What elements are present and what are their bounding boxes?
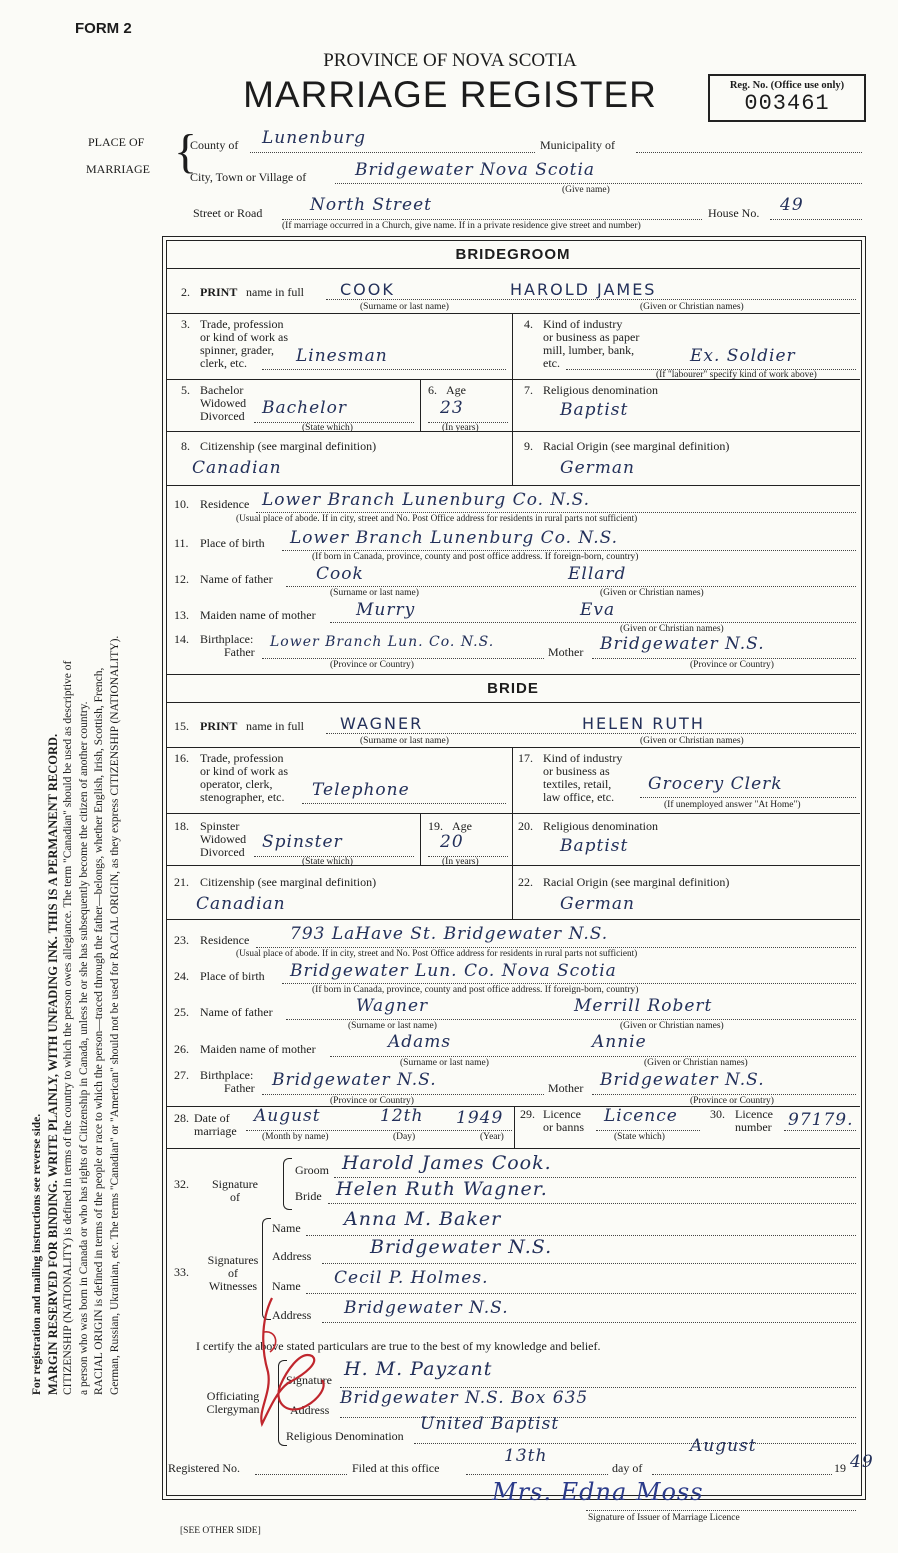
field-11-line <box>282 550 856 551</box>
prov-hint: (Province or Country) <box>330 1096 414 1106</box>
field-30-num: 30. <box>710 1107 725 1121</box>
groom-status[interactable]: Bachelor <box>262 398 347 418</box>
label-line: operator, clerk, <box>200 777 273 791</box>
divider <box>512 431 513 485</box>
w2-address-line <box>322 1322 856 1323</box>
field-23-line <box>256 947 856 948</box>
bride-age[interactable]: 20 <box>440 832 464 852</box>
bride-father-surname[interactable]: Wagner <box>356 996 429 1016</box>
field-19-num: 19. <box>428 819 443 833</box>
given-hint: (Given or Christian names) <box>644 1058 748 1068</box>
groom-mother-surname[interactable]: Murry <box>356 600 416 620</box>
issuer-label: Signature of Issuer of Marriage Licence <box>588 1513 740 1523</box>
field-23-hint: (Usual place of abode. If in city, street and No. Post Office address for residents in rural parts not sufficient) <box>236 949 638 959</box>
divider <box>166 702 860 703</box>
label-line: Divorced <box>200 845 245 859</box>
field-14-mother: Mother <box>548 645 584 659</box>
label-line: spinner, grader, <box>200 343 275 357</box>
field-21-label: Citizenship (see marginal definition) <box>200 875 377 889</box>
state-which-hint: (State which) <box>302 423 353 433</box>
field-27-label: Birthplace: <box>200 1068 254 1082</box>
label-line: Date of <box>194 1111 230 1125</box>
label-line: Signature <box>212 1177 258 1191</box>
field-17-hint: (If unemployed answer "At Home") <box>664 800 801 810</box>
label-line: Spinster <box>200 819 240 833</box>
city-label: City, Town or Village of <box>190 170 307 184</box>
label-line: Licence <box>543 1107 581 1121</box>
field-22-label: Racial Origin (see marginal definition) <box>543 875 730 889</box>
field-10-line <box>256 512 856 513</box>
field-12-num: 12. <box>174 572 189 586</box>
groom-father-surname[interactable]: Cook <box>316 564 364 584</box>
house-label: House No. <box>708 206 760 220</box>
prov-hint: (Province or Country) <box>330 660 414 670</box>
clergy-denomination[interactable]: United Baptist <box>420 1414 560 1434</box>
field-30-label <box>735 1108 773 1134</box>
county-value[interactable]: Lunenburg <box>262 128 367 148</box>
field-17-line <box>640 797 856 798</box>
bride-residence[interactable]: 793 LaHave St. Bridgewater N.S. <box>290 924 609 944</box>
page-title: MARRIAGE REGISTER <box>243 74 657 115</box>
prov-hint: (Province or Country) <box>690 660 774 670</box>
divider <box>166 919 860 920</box>
day-hint: (Day) <box>393 1132 416 1142</box>
bride-status[interactable]: Spinster <box>262 832 343 852</box>
prov-hint: (Province or Country) <box>690 1096 774 1106</box>
field-3-num: 3. <box>181 317 190 331</box>
field-25-num: 25. <box>174 1005 189 1019</box>
field-25-line <box>286 1019 856 1020</box>
in-years-hint: (In years) <box>442 423 479 433</box>
field-6-label: Age <box>446 383 466 397</box>
field-15-num: 15. <box>174 719 189 733</box>
bride-industry[interactable]: Grocery Clerk <box>648 774 783 794</box>
field-33-num: 33. <box>174 1265 189 1279</box>
field-8-num: 8. <box>181 439 190 453</box>
field-33-label <box>196 1254 270 1293</box>
divider <box>512 379 513 431</box>
field-9-label: Racial Origin (see marginal definition) <box>543 439 730 453</box>
street-label: Street or Road <box>193 206 263 220</box>
margin-line: For registration and mailing instructions see reverse side. <box>31 1113 43 1395</box>
field-27-num: 27. <box>174 1068 189 1082</box>
field-14-num: 14. <box>174 632 189 646</box>
field-32-label <box>200 1178 270 1204</box>
surname-hint: (Surname or last name) <box>348 1021 437 1031</box>
w2-name-label: Name <box>272 1279 301 1293</box>
field-28-label <box>194 1112 237 1138</box>
groom-residence[interactable]: Lower Branch Lunenburg Co. N.S. <box>262 490 591 510</box>
field-13-num: 13. <box>174 608 189 622</box>
divider <box>514 1106 515 1148</box>
groom-mother-given[interactable]: Eva <box>580 600 616 620</box>
licence-type[interactable]: Licence <box>604 1106 678 1126</box>
label-line: Widowed <box>200 832 247 846</box>
divider <box>166 865 860 866</box>
bride-mother-birthplace[interactable]: Bridgewater N.S. <box>600 1070 765 1090</box>
label-line: or business as paper <box>543 330 640 344</box>
divider <box>166 674 860 675</box>
field-20-num: 20. <box>518 819 533 833</box>
field-7-label: Religious denomination <box>543 383 658 397</box>
marriage-year[interactable]: 1949 <box>456 1108 504 1128</box>
given-hint: (Given or Christian names) <box>640 736 744 746</box>
year-prefix: 19 <box>834 1461 846 1475</box>
field-28-line <box>246 1130 512 1131</box>
groom-sig-label: Groom <box>295 1163 329 1177</box>
field-13-line <box>330 622 856 623</box>
field-27-father-line <box>262 1094 544 1095</box>
divider <box>166 268 860 269</box>
year-hint: (Year) <box>480 1132 504 1142</box>
label-line: number <box>735 1120 772 1134</box>
divider <box>512 313 513 379</box>
field-10-num: 10. <box>174 497 189 511</box>
label-line: Trade, profession <box>200 317 284 331</box>
field-29-label <box>543 1108 584 1134</box>
signature-bracket <box>283 1158 292 1210</box>
field-28-num: 28. <box>174 1111 189 1125</box>
field-15-print: PRINT <box>200 719 238 733</box>
label-line: law office, etc. <box>543 790 615 804</box>
field-12-line <box>286 586 856 587</box>
field-26-num: 26. <box>174 1042 189 1056</box>
field-13-label: Maiden name of mother <box>200 608 316 622</box>
divider <box>166 431 860 432</box>
margin-line: CITIZENSHIP (NATIONALITY) is defined in terms of the country to which the person owes allegiance. The term "Canadian" should be used as descriptive of <box>62 660 74 1395</box>
issuer-line <box>586 1510 856 1511</box>
issuer-signature[interactable]: Mrs. Edna Moss <box>492 1478 704 1506</box>
month-hint: (Month by name) <box>262 1132 329 1142</box>
bride-sig-label: Bride <box>295 1189 322 1203</box>
margin-line: German, Russian, Ukrainian, etc. The terms "Canadian" or "American" should not be used for RACIAL ORIGIN, as they express CITIZENSHIP (NATIONALITY). <box>108 635 121 1395</box>
bride-citizenship[interactable]: Canadian <box>196 894 286 914</box>
witness-2-name[interactable]: Cecil P. Holmes. <box>334 1268 489 1288</box>
field-26-line <box>330 1056 856 1057</box>
label-line: of <box>230 1190 240 1204</box>
w1-address-line <box>322 1263 856 1264</box>
in-years-hint: (In years) <box>442 857 479 867</box>
w1-address-label: Address <box>272 1249 312 1263</box>
field-23-label: Residence <box>200 933 250 947</box>
street-line <box>282 219 702 220</box>
divider <box>166 813 860 814</box>
marriage-day[interactable]: 12th <box>380 1106 424 1126</box>
label-line: textiles, retail, <box>543 777 612 791</box>
margin-line: a person who was born in Canada or who has rights of Citizenship in Canada, unless he or she has subsequently become the citizen of another country. <box>77 701 90 1395</box>
field-24-hint: (If born in Canada, province, county and post office address. If foreign-born, country) <box>312 985 639 995</box>
field-2-line <box>326 299 856 300</box>
witness-1-address[interactable]: Bridgewater N.S. <box>370 1236 553 1258</box>
day-of-label: day of <box>612 1461 643 1475</box>
marriage-month[interactable]: August <box>254 1106 321 1126</box>
registered-line <box>255 1474 347 1475</box>
surname-hint: (Surname or last name) <box>360 736 449 746</box>
given-hint: (Given or Christian names) <box>620 624 724 634</box>
field-5-label <box>200 384 246 423</box>
w2-name-line <box>306 1293 856 1294</box>
reg-number: 003461 <box>744 91 830 116</box>
clergy-address-label: Address <box>290 1403 330 1417</box>
field-11-hint: (If born in Canada, province, county and post office address. If foreign-born, country) <box>312 552 639 562</box>
field-16-label <box>200 752 288 804</box>
field-27-mother: Mother <box>548 1081 584 1095</box>
bride-heading: BRIDE <box>487 680 539 697</box>
bride-father-given[interactable]: Merrill Robert <box>574 996 713 1016</box>
field-20-label: Religious denomination <box>543 819 658 833</box>
field-18-label <box>200 820 246 859</box>
field-30-line <box>784 1130 856 1131</box>
groom-birthplace[interactable]: Lower Branch Lunenburg Co. N.S. <box>290 528 619 548</box>
field-16-num: 16. <box>174 751 189 765</box>
field-11-label: Place of birth <box>200 536 265 550</box>
bridegroom-heading: BRIDEGROOM <box>455 246 571 263</box>
house-line <box>770 219 862 220</box>
state-which-hint: (State which) <box>302 857 353 867</box>
field-4-num: 4. <box>524 317 533 331</box>
bride-religion[interactable]: Baptist <box>560 836 629 856</box>
label-line: Officiating <box>206 1389 260 1403</box>
city-line <box>335 183 862 184</box>
clergy-address[interactable]: Bridgewater N.S. Box 635 <box>340 1388 589 1408</box>
label-line: Licence <box>735 1107 773 1121</box>
surname-hint: (Surname or last name) <box>360 302 449 312</box>
field-10-hint: (Usual place of abode. If in city, street and No. Post Office address for residents in rural parts not sufficient) <box>236 514 638 524</box>
label-line: or business as <box>543 764 610 778</box>
bride-father-birthplace[interactable]: Bridgewater N.S. <box>272 1070 437 1090</box>
label-line: Divorced <box>200 409 245 423</box>
filed-label: Filed at this office <box>352 1461 440 1475</box>
bride-surname[interactable]: WAGNER <box>340 714 424 733</box>
groom-age[interactable]: 23 <box>440 398 464 418</box>
denomination-label: Religious Denomination <box>286 1429 404 1443</box>
groom-trade[interactable]: Linesman <box>296 346 388 366</box>
street-value[interactable]: North Street <box>310 195 432 215</box>
groom-signature[interactable]: Harold James Cook. <box>342 1152 552 1174</box>
field-32-num: 32. <box>174 1177 189 1191</box>
registered-label: Registered No. <box>168 1461 240 1475</box>
field-10-label: Residence <box>200 497 250 511</box>
divider <box>166 747 860 748</box>
red-flourish-icon <box>250 1292 340 1432</box>
field-29-line <box>596 1130 700 1131</box>
field-2-label: name in full <box>246 285 304 299</box>
witness-1-name[interactable]: Anna M. Baker <box>344 1208 502 1230</box>
divider <box>166 485 860 486</box>
label-line: Kind of industry <box>543 751 623 765</box>
given-hint: (Given or Christian names) <box>640 302 744 312</box>
label-line: or kind of work as <box>200 764 288 778</box>
house-value[interactable]: 49 <box>780 195 804 215</box>
certification-text: I certify the above stated particulars are true to the best of my knowledge and belief. <box>196 1339 601 1353</box>
field-17-num: 17. <box>518 751 533 765</box>
field-12-label: Name of father <box>200 572 273 586</box>
bride-mother-surname[interactable]: Adams <box>388 1032 452 1052</box>
groom-mother-birthplace[interactable]: Bridgewater N.S. <box>600 634 765 654</box>
divider <box>512 865 513 919</box>
field-16-line <box>302 803 506 804</box>
signature-label: Signature <box>286 1373 332 1387</box>
label-line: etc. <box>543 356 560 370</box>
filed-month[interactable]: August <box>690 1436 757 1456</box>
label-line: stenographer, etc. <box>200 790 285 804</box>
surname-hint: (Surname or last name) <box>400 1058 489 1068</box>
city-value[interactable]: Bridgewater Nova Scotia <box>355 160 596 180</box>
field-17-label <box>543 752 622 804</box>
filed-day-line <box>466 1474 608 1475</box>
filed-month-line <box>652 1474 832 1475</box>
field-5-num: 5. <box>181 383 190 397</box>
divider <box>166 1148 860 1149</box>
field-15-line <box>326 733 856 734</box>
label-line: of <box>228 1266 238 1280</box>
divider <box>512 747 513 813</box>
field-3-label <box>200 318 288 370</box>
given-hint: (Given or Christian names) <box>620 1021 724 1031</box>
field-27-mother-line <box>592 1094 856 1095</box>
clergy-signature[interactable]: H. M. Payzant <box>344 1358 493 1380</box>
field-21-num: 21. <box>174 875 189 889</box>
field-6-num: 6. <box>428 383 437 397</box>
bride-birthplace[interactable]: Bridgewater Lun. Co. Nova Scotia <box>290 961 617 981</box>
field-4-label <box>543 318 639 370</box>
divider <box>166 313 860 314</box>
margin-instructions <box>30 395 123 1395</box>
groom-citizenship[interactable]: Canadian <box>192 458 282 478</box>
denomination-line <box>414 1443 856 1444</box>
field-26-label: Maiden name of mother <box>200 1042 316 1056</box>
given-hint: (Given or Christian names) <box>600 588 704 598</box>
field-19-label: Age <box>452 819 472 833</box>
licence-number[interactable]: 97179. <box>788 1110 854 1130</box>
field-3-line <box>262 369 506 370</box>
field-27-father: Father <box>224 1081 255 1095</box>
label-line: or kind of work as <box>200 330 288 344</box>
clergy-address-line <box>340 1417 856 1418</box>
label-line: Signatures <box>207 1253 259 1267</box>
groom-racial-origin[interactable]: German <box>560 458 635 478</box>
field-14-mother-line <box>592 658 856 659</box>
groom-religion[interactable]: Baptist <box>560 400 629 420</box>
province-heading: PROVINCE OF NOVA SCOTIA <box>323 50 577 71</box>
county-line <box>250 152 535 153</box>
field-15-label: name in full <box>246 719 304 733</box>
label-line: Bachelor <box>200 383 244 397</box>
municipality-line <box>636 152 862 153</box>
margin-line: RACIAL ORIGIN is defined in terms of the people or race to which the person—traced through the father—belongs, whether English, Irish, Scottish, French, <box>93 667 105 1395</box>
field-24-line <box>282 983 856 984</box>
filed-day[interactable]: 13th <box>504 1446 548 1466</box>
municipality-label: Municipality of <box>540 138 615 152</box>
label-line: Clergyman <box>206 1402 260 1416</box>
field-11-num: 11. <box>174 536 189 550</box>
field-23-num: 23. <box>174 933 189 947</box>
bride-signature[interactable]: Helen Ruth Wagner. <box>336 1178 548 1200</box>
bride-trade[interactable]: Telephone <box>312 780 410 800</box>
divider <box>166 379 860 380</box>
label-line: clerk, etc. <box>200 356 247 370</box>
filed-year[interactable]: 49 <box>850 1452 874 1472</box>
field-2-print: PRINT <box>200 285 238 299</box>
place-note: (If marriage occurred in a Church, give name. If in a private residence give street and number) <box>282 221 641 231</box>
divider <box>420 379 421 431</box>
field-14-father: Father <box>224 645 255 659</box>
reg-number-label: Reg. No. (Office use only) <box>729 80 845 91</box>
field-24-num: 24. <box>174 969 189 983</box>
groom-given[interactable]: HAROLD JAMES <box>510 280 657 299</box>
divider <box>420 813 421 865</box>
label-line: Kind of industry <box>543 317 623 331</box>
state-which-hint: (State which) <box>614 1132 665 1142</box>
field-9-num: 9. <box>524 439 533 453</box>
w1-name-label: Name <box>272 1221 301 1235</box>
label-line: or banns <box>543 1120 584 1134</box>
field-7-num: 7. <box>524 383 533 397</box>
surname-hint: (Surname or last name) <box>330 588 419 598</box>
field-14-father-line <box>262 658 544 659</box>
margin-line: MARGIN RESERVED FOR BINDING. WRITE PLAINLY, WITH UNFADING INK. THIS IS A PERMANENT RECORD. <box>45 733 60 1395</box>
see-other-side: [SEE OTHER SIDE] <box>180 1526 261 1536</box>
label-line: Witnesses <box>208 1279 258 1293</box>
bride-racial-origin[interactable]: German <box>560 894 635 914</box>
place-label: PLACE OF <box>88 135 145 149</box>
form-number: FORM 2 <box>75 20 132 37</box>
label-line: marriage <box>194 1124 237 1138</box>
field-14-label: Birthplace: <box>200 632 254 646</box>
field-24-label: Place of birth <box>200 969 265 983</box>
label-line: Widowed <box>200 396 247 410</box>
divider <box>512 813 513 865</box>
bride-sig-line <box>328 1203 856 1204</box>
field-4-hint: (If "labourer" specify kind of work above) <box>656 370 817 380</box>
label-line: mill, lumber, bank, <box>543 343 635 357</box>
field-29-num: 29. <box>520 1107 535 1121</box>
reg-number-box <box>708 74 866 122</box>
groom-industry[interactable]: Ex. Soldier <box>690 346 796 366</box>
groom-father-birthplace[interactable]: Lower Branch Lun. Co. N.S. <box>270 634 495 650</box>
field-25-label: Name of father <box>200 1005 273 1019</box>
bride-given[interactable]: HELEN RUTH <box>582 714 705 733</box>
groom-surname[interactable]: COOK <box>340 280 395 299</box>
field-8-label: Citizenship (see marginal definition) <box>200 439 377 453</box>
w2-address-label: Address <box>272 1308 312 1322</box>
county-label: County of <box>190 138 239 152</box>
marriage-label: MARRIAGE <box>86 162 151 176</box>
groom-father-given[interactable]: Ellard <box>568 564 627 584</box>
field-22-num: 22. <box>518 875 533 889</box>
place-brace: { <box>174 125 198 178</box>
give-name-hint: (Give name) <box>562 185 610 195</box>
witness-2-address[interactable]: Bridgewater N.S. <box>344 1298 509 1318</box>
label-line: Trade, profession <box>200 751 284 765</box>
field-18-num: 18. <box>174 819 189 833</box>
bride-mother-given[interactable]: Annie <box>592 1032 647 1052</box>
field-2-num: 2. <box>181 285 190 299</box>
